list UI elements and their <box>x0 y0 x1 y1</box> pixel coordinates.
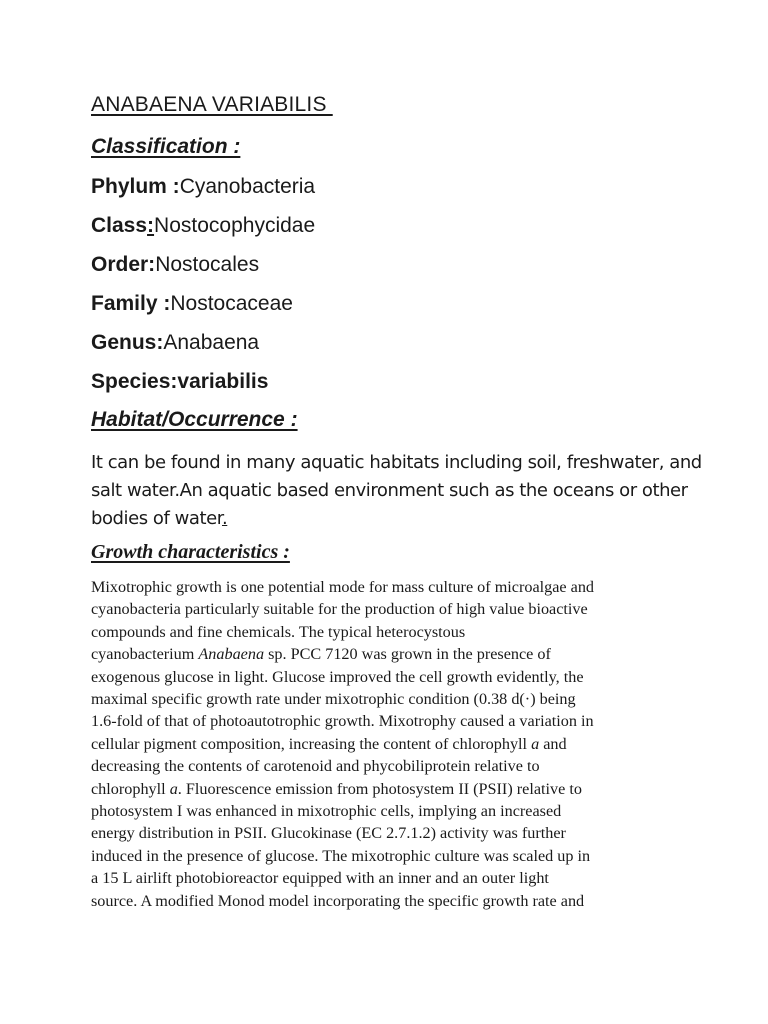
order-label: Order: <box>91 253 156 276</box>
classification-heading: Classification : <box>91 135 241 158</box>
growth-line: 1.6-fold of that of photoautotrophic growth. Mixotrophy caused a variation in <box>91 712 594 731</box>
growth-line: energy distribution in PSII. Glucokinase (EC 2.7.1.2) activity was further <box>91 824 566 843</box>
chlorophyll-a-italic: a <box>531 734 540 753</box>
classification-order <box>91 253 259 277</box>
habitat-paragraph <box>91 449 702 533</box>
growth-line-part: cyanobacterium <box>91 645 199 664</box>
growth-line: photosystem I was enhanced in mixotrophic cells, implying an increased <box>91 802 562 821</box>
growth-line <box>91 778 691 800</box>
phylum-value: Cyanobacteria <box>179 175 316 198</box>
growth-line-part: cellular pigment composition, increasing the content of chlorophyll <box>91 734 532 753</box>
growth-line: maximal specific growth rate under mixotrophic condition (0.38 d(·) being <box>91 690 576 709</box>
growth-line <box>91 643 691 665</box>
growth-line-part: sp. PCC 7120 was grown in the presence of <box>264 645 551 664</box>
family-value: Nostocaceae <box>170 292 293 315</box>
classification-family <box>91 292 293 316</box>
class-label: Class <box>91 214 148 237</box>
family-label: Family : <box>91 292 171 315</box>
species-label: Species: <box>91 370 178 393</box>
habitat-line: It can be found in many aquatic habitats including soil, freshwater, and <box>91 452 702 473</box>
growth-line-part: . Fluorescence emission from photosystem II (PSII) relative to <box>177 779 582 798</box>
growth-line: Mixotrophic growth is one potential mode for mass culture of microalgae and <box>91 578 595 596</box>
growth-line-part: chlorophyll <box>91 779 170 798</box>
growth-line <box>91 733 691 755</box>
growth-line: a 15 L airlift photobioreactor equipped with an inner and an outer light <box>91 869 549 888</box>
chlorophyll-a-italic: a <box>169 779 178 798</box>
classification-genus <box>91 331 259 355</box>
growth-heading: Growth characteristics : <box>91 541 290 563</box>
habitat-line-text: bodies of water <box>91 508 222 529</box>
habitat-line: salt water.An aquatic based environment such as the oceans or other <box>91 480 688 501</box>
growth-line: decreasing the contents of carotenoid and phycobiliprotein relative to <box>91 757 540 776</box>
genus-label: Genus: <box>91 331 164 354</box>
growth-line: induced in the presence of glucose. The mixotrophic culture was scaled up in <box>91 846 591 865</box>
habitat-line-end: . <box>222 508 228 529</box>
species-value: variabilis <box>177 370 269 393</box>
document-title: ANABAENA VARIABILIS <box>91 93 333 116</box>
genus-value: Anabaena <box>163 331 260 354</box>
growth-line: exogenous glucose in light. Glucose improved the cell growth evidently, the <box>91 667 584 686</box>
habitat-heading: Habitat/Occurrence : <box>91 408 298 431</box>
growth-line: compounds and fine chemicals. The typical heterocystous <box>91 622 466 641</box>
classification-class <box>91 214 315 238</box>
habitat-line <box>91 505 691 533</box>
classification-species <box>91 370 268 394</box>
class-value: Nostocophycidae <box>154 214 316 237</box>
growth-line-part: and <box>539 734 567 753</box>
order-value: Nostocales <box>155 253 260 276</box>
classification-phylum <box>91 175 315 199</box>
growth-line: cyanobacteria particularly suitable for the production of high value bioactive <box>91 600 588 619</box>
phylum-label: Phylum : <box>91 175 180 198</box>
growth-line: source. A modified Monod model incorporating the specific growth rate and <box>91 891 585 910</box>
growth-paragraph <box>91 576 691 912</box>
class-colon: : <box>147 214 155 237</box>
genus-italic: Anabaena <box>198 645 265 664</box>
